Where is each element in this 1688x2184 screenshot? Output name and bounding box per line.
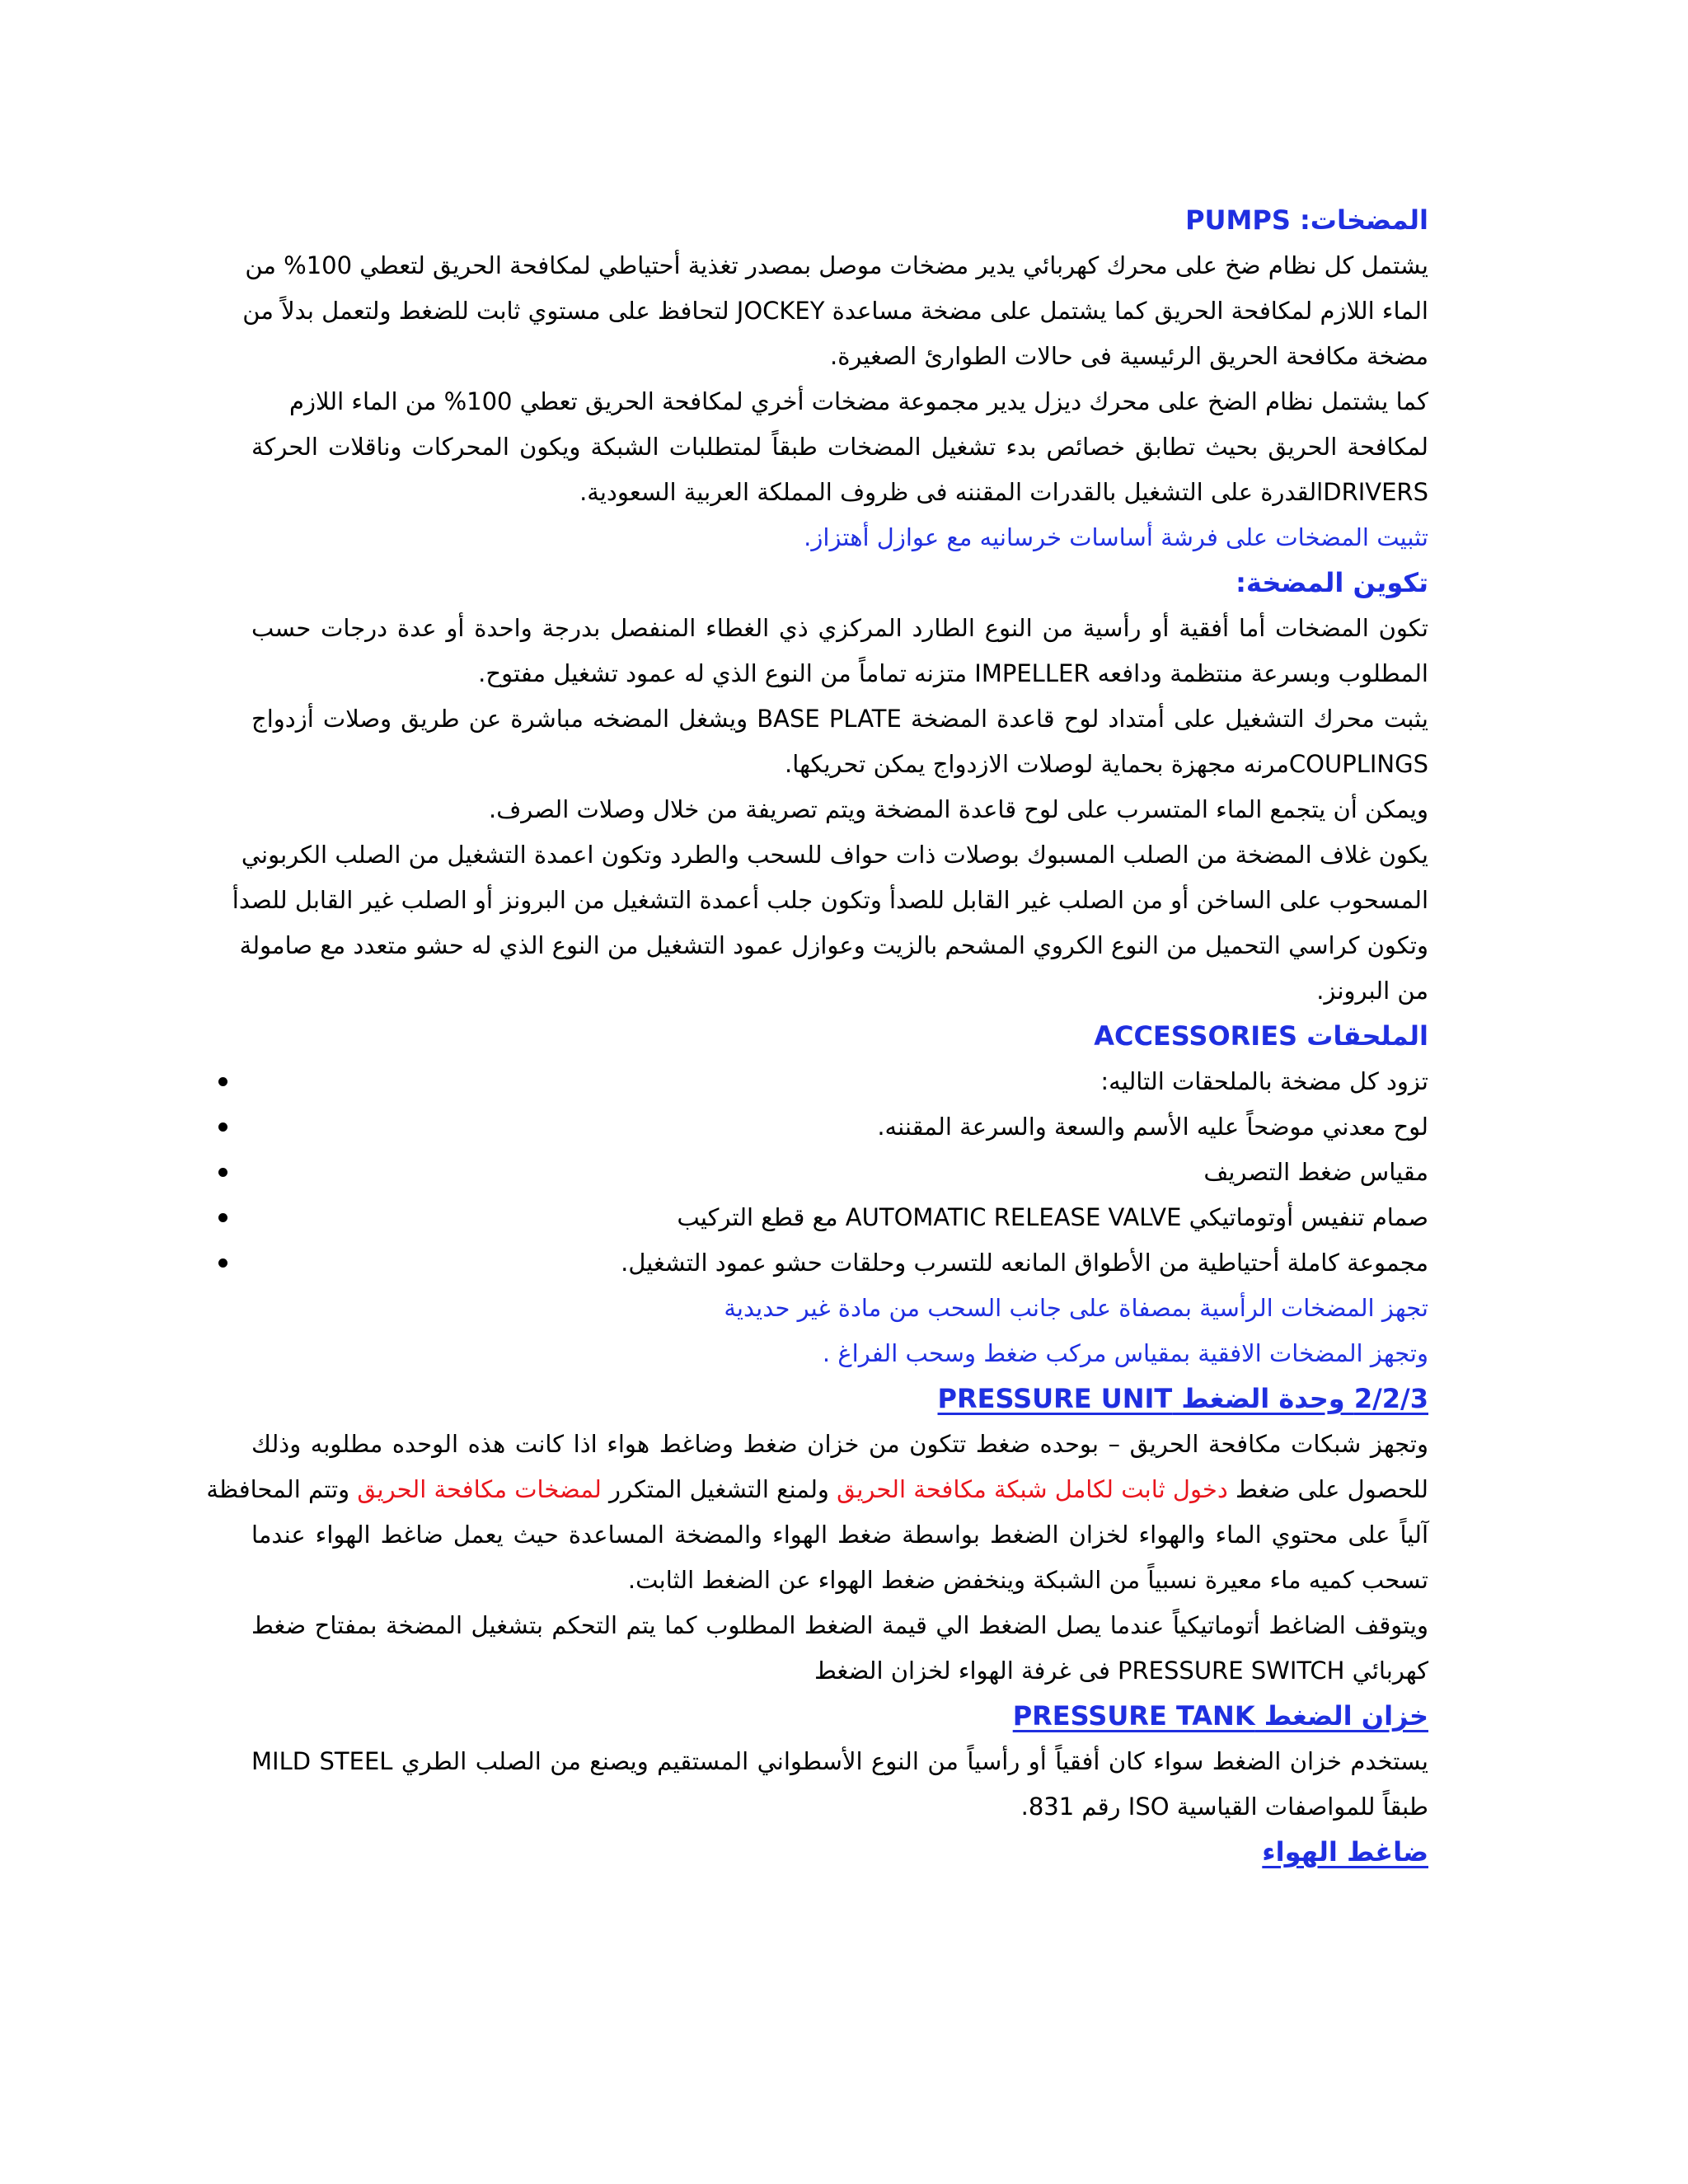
accessories-list-item — [251, 1240, 1428, 1286]
pressure-tank-line: يستخدم خزان الضغط سواء كان أفقياً أو رأسياً من النوع الأسطواني المستقيم ويصنع من الصلب الطري MILD STEEL — [251, 1747, 1428, 1775]
pressure-unit-text: للحصول على ضغط — [1227, 1475, 1428, 1503]
bullet-icon — [218, 1168, 227, 1177]
pump-config-heading: تكوين المضخة: — [1236, 567, 1428, 598]
pumps-line: يشتمل كل نظام ضخ على محرك كهربائي يدير مضخات موصل بمصدر تغذية أحتياطي لمكافحة الحريق لتعطي 100% من — [245, 251, 1428, 279]
pumps-mounting-note: تثبيت المضخات على فرشة أساسات خرسانيه مع عوازل أهتزاز. — [804, 523, 1428, 551]
pumps-line: DRIVERSالقدرة على التشغيل بالقدرات المقننه فى ظروف المملكة العربية السعودية. — [579, 478, 1428, 506]
pressure-tank-line: طبقاً للمواصفات القياسية ISO رقم 831. — [1020, 1793, 1428, 1821]
bullet-icon — [218, 1122, 227, 1132]
pumps-line: لمكافحة الحريق بحيث تطابق خصائص بدء تشغيل المضخات طبقاً لمتطلبات الشبكة ويكون المحركات وناقلات الحركة — [251, 433, 1428, 461]
pressure-unit-line: ويتوقف الضاغط أتوماتيكياً عندما يصل الضغط الي قيمة الضغط المطلوب كما يتم التحكم بتشغيل المضخة بمفتاح ضغط — [251, 1611, 1428, 1639]
pressure-unit-highlight: لمضخات مكافحة الحريق — [357, 1475, 602, 1503]
pumps-line: مضخة مكافحة الحريق الرئيسية فى حالات الطوارئ الصغيرة. — [829, 342, 1428, 370]
pressure-unit-highlight: دخول ثابت لكامل شبكة مكافحة الحريق — [837, 1475, 1228, 1503]
pressure-tank-heading: خزان الضغط PRESSURE TANK — [1012, 1700, 1428, 1732]
accessories-heading: الملحقات ACCESSORIES — [1094, 1020, 1428, 1052]
pump-config-line: المطلوب وبسرعة منتظمة ودافعه IMPELLER متزنه تماماً من النوع الذي له عمود تشغيل مفتوح. — [478, 659, 1428, 687]
pump-config-line: COUPLINGSمرنه مجهزة بحماية لوصلات الازدواج يمكن تحريكها. — [785, 750, 1428, 778]
accessories-item-text: لوح معدني موضحاً عليه الأسم والسعة والسرعة المقننه. — [877, 1113, 1428, 1141]
pressure-unit-line: تسحب كميه ماء معيرة نسبياً من الشبكة وينخفض ضغط الهواء عن الضغط الثابت. — [627, 1566, 1428, 1594]
pressure-unit-line: وتجهز شبكات مكافحة الحريق – بوحده ضغط تتكون من خزان ضغط وضاغط هواء اذا كانت هذه الوحده مطلوبه وذلك — [251, 1430, 1428, 1458]
pressure-unit-line: آلياً على محتوي الماء والهواء لخزان الضغط بواسطة ضغط الهواء والمضخة المساعدة حيث يعمل ضاغط الهواء عندما — [251, 1521, 1428, 1549]
pressure-unit-line — [206, 1467, 1428, 1512]
accessories-item-text: مقياس ضغط التصريف — [1203, 1158, 1428, 1186]
accessories-item-text: مجموعة كاملة أحتياطية من الأطواق المانعه للتسرب وحلقات حشو عمود التشغيل. — [621, 1249, 1428, 1277]
accessories-list-item — [251, 1150, 1428, 1195]
pumps-heading: المضخات: PUMPS — [1185, 204, 1428, 236]
air-compressor-heading: ضاغط الهواء — [1262, 1836, 1428, 1868]
pump-config-line: ويمكن أن يتجمع الماء المتسرب على لوح قاعدة المضخة ويتم تصريفة من خلال وصلات الصرف. — [488, 795, 1428, 823]
accessories-list-item — [251, 1195, 1428, 1240]
accessories-list — [251, 1059, 1428, 1286]
pressure-unit-heading: 2/2/3 وحدة الضغط PRESSURE UNIT — [937, 1383, 1428, 1414]
accessories-note: تجهز المضخات الرأسية بمصفاة على جانب السحب من مادة غير حديدية — [724, 1294, 1428, 1322]
accessories-note: وتجهز المضخات الافقية بمقياس مركب ضغط وسحب الفراغ . — [822, 1339, 1428, 1367]
pressure-unit-text: وتتم المحافظة — [206, 1475, 358, 1503]
pressure-unit-text: ولمنع التشغيل المتكرر — [601, 1475, 837, 1503]
pump-config-line: تكون المضخات أما أفقية أو رأسية من النوع الطارد المركزي ذي الغطاء المنفصل بدرجة واحدة أو عدة درجات حسب — [251, 614, 1428, 642]
pumps-line: كما يشتمل نظام الضخ على محرك ديزل يدير مجموعة مضخات أخري لمكافحة الحريق تعطي 100% من الماء اللازم — [289, 387, 1428, 415]
accessories-list-item — [251, 1059, 1428, 1104]
pump-config-line: المسحوب على الساخن أو من الصلب غير القابل للصدأ وتكون جلب أعمدة التشغيل من البرونز أو الصلب غير القابل للصدأ — [232, 886, 1428, 914]
pump-config-line: وتكون كراسي التحميل من النوع الكروي المشحم بالزيت وعوازل عمود التشغيل من النوع الذي له حشو متعدد مع صامولة — [239, 931, 1428, 959]
pump-config-line: يثبت محرك التشغيل على أمتداد لوح قاعدة المضخة BASE PLATE ويشغل المضخه مباشرة عن طريق وصلات أزدواج — [251, 705, 1429, 733]
bullet-icon — [218, 1077, 227, 1086]
pump-config-line: من البرونز. — [1316, 977, 1428, 1005]
pumps-line: الماء اللازم لمكافحة الحريق كما يشتمل على مضخة مساعدة JOCKEY لتحافظ على مستوي ثابت للضغط ولتعمل بدلاً من — [242, 297, 1428, 325]
pump-config-line: يكون غلاف المضخة من الصلب المسبوك بوصلات ذات حواف للسحب والطرد وتكون اعمدة التشغيل من الصلب الكربوني — [241, 841, 1428, 869]
pressure-unit-line: كهربائي PRESSURE SWITCH فى غرفة الهواء لخزان الضغط — [814, 1657, 1428, 1685]
bullet-icon — [218, 1213, 227, 1222]
accessories-list-item — [251, 1104, 1428, 1150]
document-content — [206, 198, 1429, 1875]
bullet-icon — [218, 1258, 227, 1268]
accessories-item-text: تزود كل مضخة بالملحقات التاليه: — [1100, 1067, 1428, 1095]
accessories-item-text: صمام تنفيس أوتوماتيكي AUTOMATIC RELEASE VALVE مع قطع التركيب — [677, 1203, 1428, 1231]
